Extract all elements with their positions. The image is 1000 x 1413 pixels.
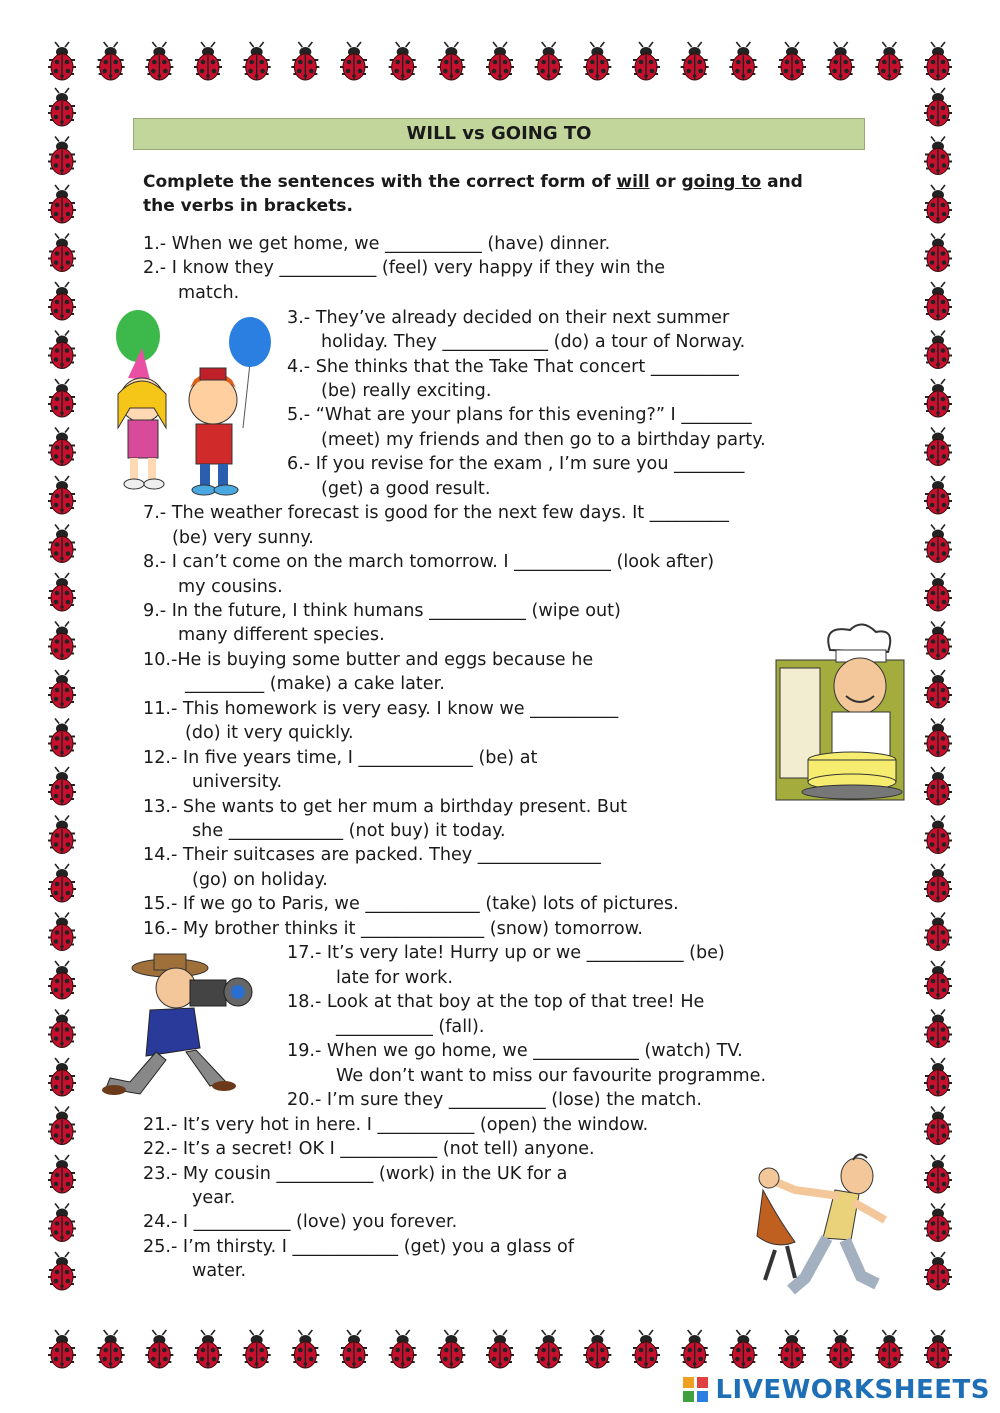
ladybug-icon (924, 428, 952, 466)
keyword-will: will (616, 172, 650, 192)
photographer-icon (100, 952, 278, 1102)
exercise-line: ___________ (fall). (336, 1017, 485, 1037)
exercise-line: 13.- She wants to get her mum a birthday present. But (143, 797, 628, 817)
exercise-line: match. (178, 283, 240, 303)
ladybug-icon (924, 864, 952, 902)
ladybug-icon (924, 42, 952, 80)
ladybug-icon (48, 88, 76, 126)
ladybug-icon (583, 42, 611, 80)
exercise-line: (get) a good result. (321, 479, 491, 499)
exercise-line: 25.- I’m thirsty. I ____________ (get) you a glass of (143, 1237, 574, 1257)
ladybug-icon (145, 1330, 173, 1368)
exercise-line: holiday. They ____________ (do) a tour of Norway. (321, 332, 746, 352)
ladybug-icon (145, 42, 173, 80)
ladybug-icon (48, 670, 76, 708)
ladybug-icon (924, 1155, 952, 1193)
ladybug-icon (778, 42, 806, 80)
ladybug-icon (48, 1155, 76, 1193)
exercise-line: many different species. (178, 625, 385, 645)
ladybug-icon (632, 1330, 660, 1368)
exercise-line: (meet) my friends and then go to a birthday party. (321, 430, 766, 450)
ladybug-icon (48, 622, 76, 660)
ladybug-icon (48, 961, 76, 999)
exercise-line: 19.- When we go home, we ____________ (watch) TV. (287, 1041, 743, 1061)
exercise-line: 17.- It’s very late! Hurry up or we ___________ (be) (287, 943, 725, 963)
ladybug-icon (48, 767, 76, 805)
footer-logo (683, 1375, 990, 1405)
exercise-line: We don’t want to miss our favourite programme. (336, 1066, 767, 1086)
exercise-line: 7.- The weather forecast is good for the next few days. It _________ (143, 503, 729, 523)
ladybug-icon (48, 816, 76, 854)
footer-brand: LIVEWORKSHEETS (715, 1375, 990, 1405)
ladybug-icon (681, 42, 709, 80)
ladybug-icon (924, 1058, 952, 1096)
ladybug-icon (924, 767, 952, 805)
exercise-line: she _____________ (not buy) it today. (192, 821, 506, 841)
ladybug-icon (827, 1330, 855, 1368)
instructions-text: Complete the sentences with the correct form of (143, 172, 617, 192)
ladybug-icon (924, 719, 952, 757)
ladybug-icon (48, 137, 76, 175)
ladybug-icon (194, 1330, 222, 1368)
ladybug-icon (340, 42, 368, 80)
ladybug-icon (924, 476, 952, 514)
ladybug-icon (437, 42, 465, 80)
exercise-line: 14.- Their suitcases are packed. They ______________ (143, 845, 601, 865)
exercise-line: late for work. (336, 968, 453, 988)
exercise-line: 18.- Look at that boy at the top of that tree! He (287, 992, 705, 1012)
ladybug-icon (48, 1058, 76, 1096)
exercise-line: 15.- If we go to Paris, we _____________ (take) lots of pictures. (143, 894, 679, 914)
ladybug-icon (243, 1330, 271, 1368)
ladybug-icon (632, 42, 660, 80)
liveworksheets-logo-icon (683, 1377, 709, 1403)
ladybug-icon (924, 1107, 952, 1145)
exercise-line: 12.- In five years time, I _____________ (be) at (143, 748, 538, 768)
ladybug-icon (729, 1330, 757, 1368)
ladybug-icon (194, 42, 222, 80)
instructions-or: or (649, 172, 682, 192)
ladybug-icon (389, 1330, 417, 1368)
ladybug-icon (924, 88, 952, 126)
ladybug-icon (924, 622, 952, 660)
exercise-line: 22.- It’s a secret! OK I ___________ (not tell) anyone. (143, 1139, 595, 1159)
exercise-line: 3.- They’ve already decided on their next summer (287, 308, 730, 328)
kids-with-balloons-icon (108, 308, 278, 498)
instructions-line2: the verbs in brackets. (143, 196, 353, 216)
exercise-line: 2.- I know they ___________ (feel) very happy if they win the (143, 258, 666, 278)
instructions (143, 170, 873, 218)
exercise-line: year. (192, 1188, 236, 1208)
exercise-line: 10.-He is buying some butter and eggs because he (143, 650, 594, 670)
ladybug-icon (48, 282, 76, 320)
ladybug-icon (924, 1010, 952, 1048)
worksheet-title: WILL vs GOING TO (133, 118, 865, 150)
ladybug-icon (486, 1330, 514, 1368)
ladybug-icon (48, 1330, 76, 1368)
ladybug-icon (48, 1204, 76, 1242)
ladybug-icon (924, 331, 952, 369)
ladybug-icon (48, 525, 76, 563)
ladybug-icon (48, 379, 76, 417)
exercise-line: 20.- I’m sure they ___________ (lose) the match. (287, 1090, 702, 1110)
exercise-line: water. (192, 1261, 247, 1281)
exercise-line: 1.- When we get home, we ___________ (have) dinner. (143, 234, 611, 254)
ladybug-icon (48, 185, 76, 223)
instructions-and: and (761, 172, 803, 192)
ladybug-icon (778, 1330, 806, 1368)
ladybug-icon (924, 573, 952, 611)
ladybug-icon (875, 1330, 903, 1368)
ladybug-icon (340, 1330, 368, 1368)
ladybug-icon (97, 42, 125, 80)
ladybug-icon (48, 913, 76, 951)
keyword-going-to: going to (681, 172, 762, 192)
ladybug-icon (48, 234, 76, 272)
ladybug-icon (924, 1204, 952, 1242)
ladybug-icon (924, 525, 952, 563)
exercise-line: (do) it very quickly. (185, 723, 354, 743)
ladybug-icon (48, 331, 76, 369)
ladybug-icon (48, 573, 76, 611)
ladybug-icon (486, 42, 514, 80)
exercise-line: 5.- “What are your plans for this evening?” I ________ (287, 405, 752, 425)
ladybug-icon (924, 185, 952, 223)
exercise-line: (be) really exciting. (321, 381, 492, 401)
ladybug-icon (291, 1330, 319, 1368)
ladybug-icon (48, 428, 76, 466)
ladybug-icon (924, 1252, 952, 1290)
ladybug-icon (681, 1330, 709, 1368)
ladybug-icon (924, 137, 952, 175)
ladybug-icon (924, 670, 952, 708)
ladybug-icon (48, 1107, 76, 1145)
ladybug-icon (48, 864, 76, 902)
exercise-line: my cousins. (178, 577, 283, 597)
exercise-line: (go) on holiday. (192, 870, 328, 890)
chef-with-cake-icon (772, 620, 910, 805)
exercise-line: 16.- My brother thinks it ______________ (snow) tomorrow. (143, 919, 644, 939)
ladybug-icon (924, 1330, 952, 1368)
ladybug-icon (48, 42, 76, 80)
ladybug-icon (48, 1252, 76, 1290)
exercise-line: 24.- I ___________ (love) you forever. (143, 1212, 458, 1232)
exercise-line: _________ (make) a cake later. (185, 674, 445, 694)
ladybug-icon (924, 282, 952, 320)
ladybug-icon (48, 1010, 76, 1048)
exercise-line: 9.- In the future, I think humans ___________ (wipe out) (143, 601, 621, 621)
ladybug-icon (583, 1330, 611, 1368)
ladybug-icon (924, 816, 952, 854)
ladybug-icon (729, 42, 757, 80)
exercise-line: 4.- She thinks that the Take That concert __________ (287, 357, 739, 377)
ladybug-icon (924, 913, 952, 951)
ladybug-icon (827, 42, 855, 80)
exercise-line: (be) very sunny. (172, 528, 314, 548)
ladybug-icon (291, 42, 319, 80)
ladybug-icon (535, 42, 563, 80)
exercise-line: 8.- I can’t come on the march tomorrow. I ___________ (look after) (143, 552, 715, 572)
ladybug-icon (389, 42, 417, 80)
ladybug-icon (924, 234, 952, 272)
ladybug-icon (48, 719, 76, 757)
exercise-line: 23.- My cousin ___________ (work) in the UK for a (143, 1164, 568, 1184)
ladybug-icon (243, 42, 271, 80)
ladybug-icon (535, 1330, 563, 1368)
exercise-line: university. (192, 772, 283, 792)
ladybug-icon (97, 1330, 125, 1368)
ladybug-icon (924, 961, 952, 999)
exercise-line: 11.- This homework is very easy. I know we __________ (143, 699, 619, 719)
falling-man-icon (735, 1150, 897, 1300)
ladybug-icon (48, 476, 76, 514)
ladybug-icon (924, 379, 952, 417)
ladybug-icon (875, 42, 903, 80)
exercise-line: 6.- If you revise for the exam , I’m sure you ________ (287, 454, 745, 474)
ladybug-icon (437, 1330, 465, 1368)
exercise-line: 21.- It’s very hot in here. I ___________ (open) the window. (143, 1115, 649, 1135)
